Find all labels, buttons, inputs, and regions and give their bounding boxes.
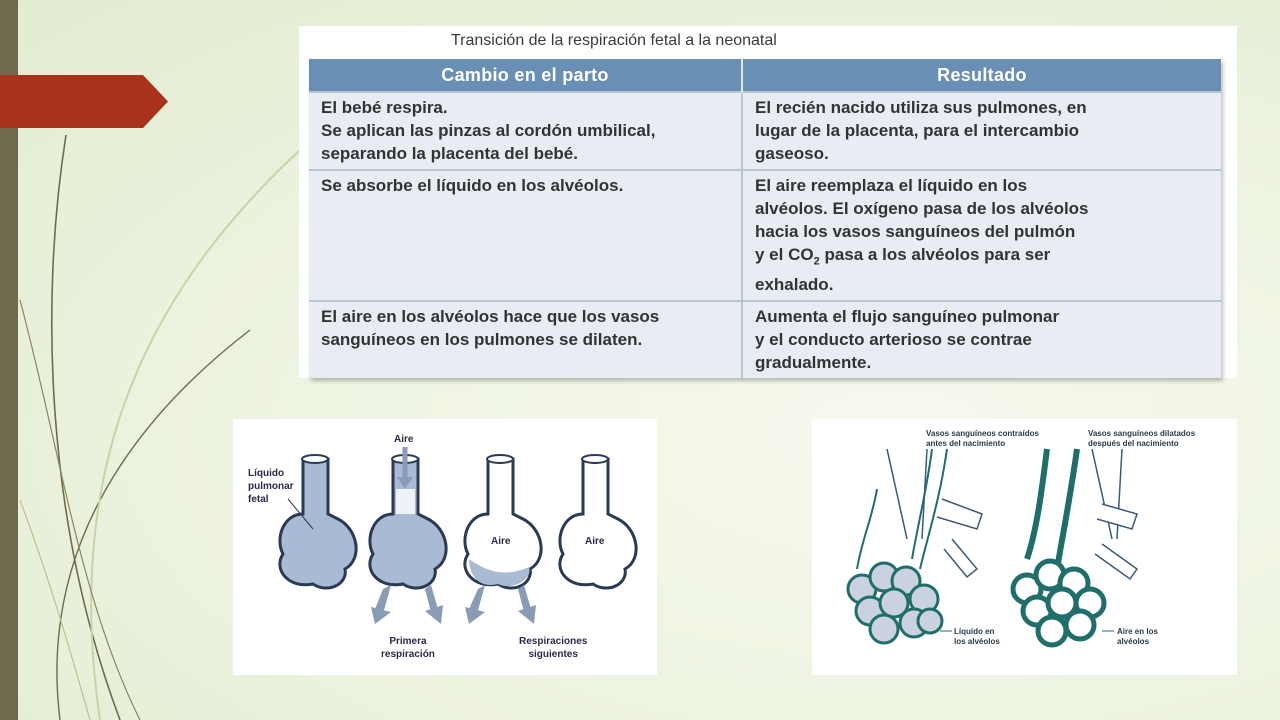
first-breath-label: Primera respiración	[381, 636, 435, 660]
pulmonary-vessels-illustration	[812, 419, 1237, 675]
column-header-result: Resultado	[742, 59, 1221, 92]
change-cell: El aire en los alvéolos hace que los vasos sanguíneos en los pulmones se dilaten.	[309, 301, 742, 378]
air-alveolus-label: Aire	[491, 536, 511, 547]
contracted-vessels-label: Vasos sanguíneos contraídos antes del nacimiento	[926, 429, 1039, 448]
liquid-alveoli-label: Líquido en los alvéolos	[954, 627, 1000, 646]
column-header-change: Cambio en el parto	[309, 59, 742, 92]
air-alveolus-label: Aire	[585, 536, 605, 547]
alveoli-breathing-diagram	[233, 419, 657, 675]
table-row	[309, 92, 1221, 170]
dilated-vessels-label: Vasos sanguíneos dilatados después del nacimiento	[1088, 429, 1196, 448]
air-alveoli-label: Aire en los alvéolos	[1117, 627, 1158, 646]
subsequent-breaths-label: Respiraciones siguientes	[519, 636, 588, 660]
air-top-label: Aire	[394, 434, 414, 445]
result-cell: El recién nacido utiliza sus pulmones, en lugar de la placenta, para el intercambio gaseoso.	[742, 92, 1221, 170]
change-cell: El bebé respira. Se aplican las pinzas al cordón umbilical, separando la placenta del bebé.	[309, 92, 742, 170]
respiration-transition-table-panel	[299, 26, 1237, 378]
fetal-lung-liquid-label: Líquido pulmonar fetal	[248, 468, 294, 505]
result-cell: El aire reemplaza el líquido en los alvéolos. El oxígeno pasa de los alvéolos hacia los vasos sanguíneos del pulmón y el $CO_2$ pasa a los alvéolos para ser exhalado.	[742, 170, 1221, 301]
result-cell: Aumenta el flujo sanguíneo pulmonar y el conducto arterioso se contrae gradualmente.	[742, 301, 1221, 378]
table-row	[309, 301, 1221, 378]
table-header-row	[309, 59, 1221, 92]
co2-subscript: 2	[813, 255, 820, 268]
table-row	[309, 170, 1221, 301]
respiration-table	[309, 59, 1221, 378]
table-title: Transición de la respiración fetal a la neonatal	[451, 32, 777, 49]
pulmonary-vessels-diagram	[812, 419, 1237, 675]
change-cell: Se absorbe el líquido en los alvéolos.	[309, 170, 742, 301]
